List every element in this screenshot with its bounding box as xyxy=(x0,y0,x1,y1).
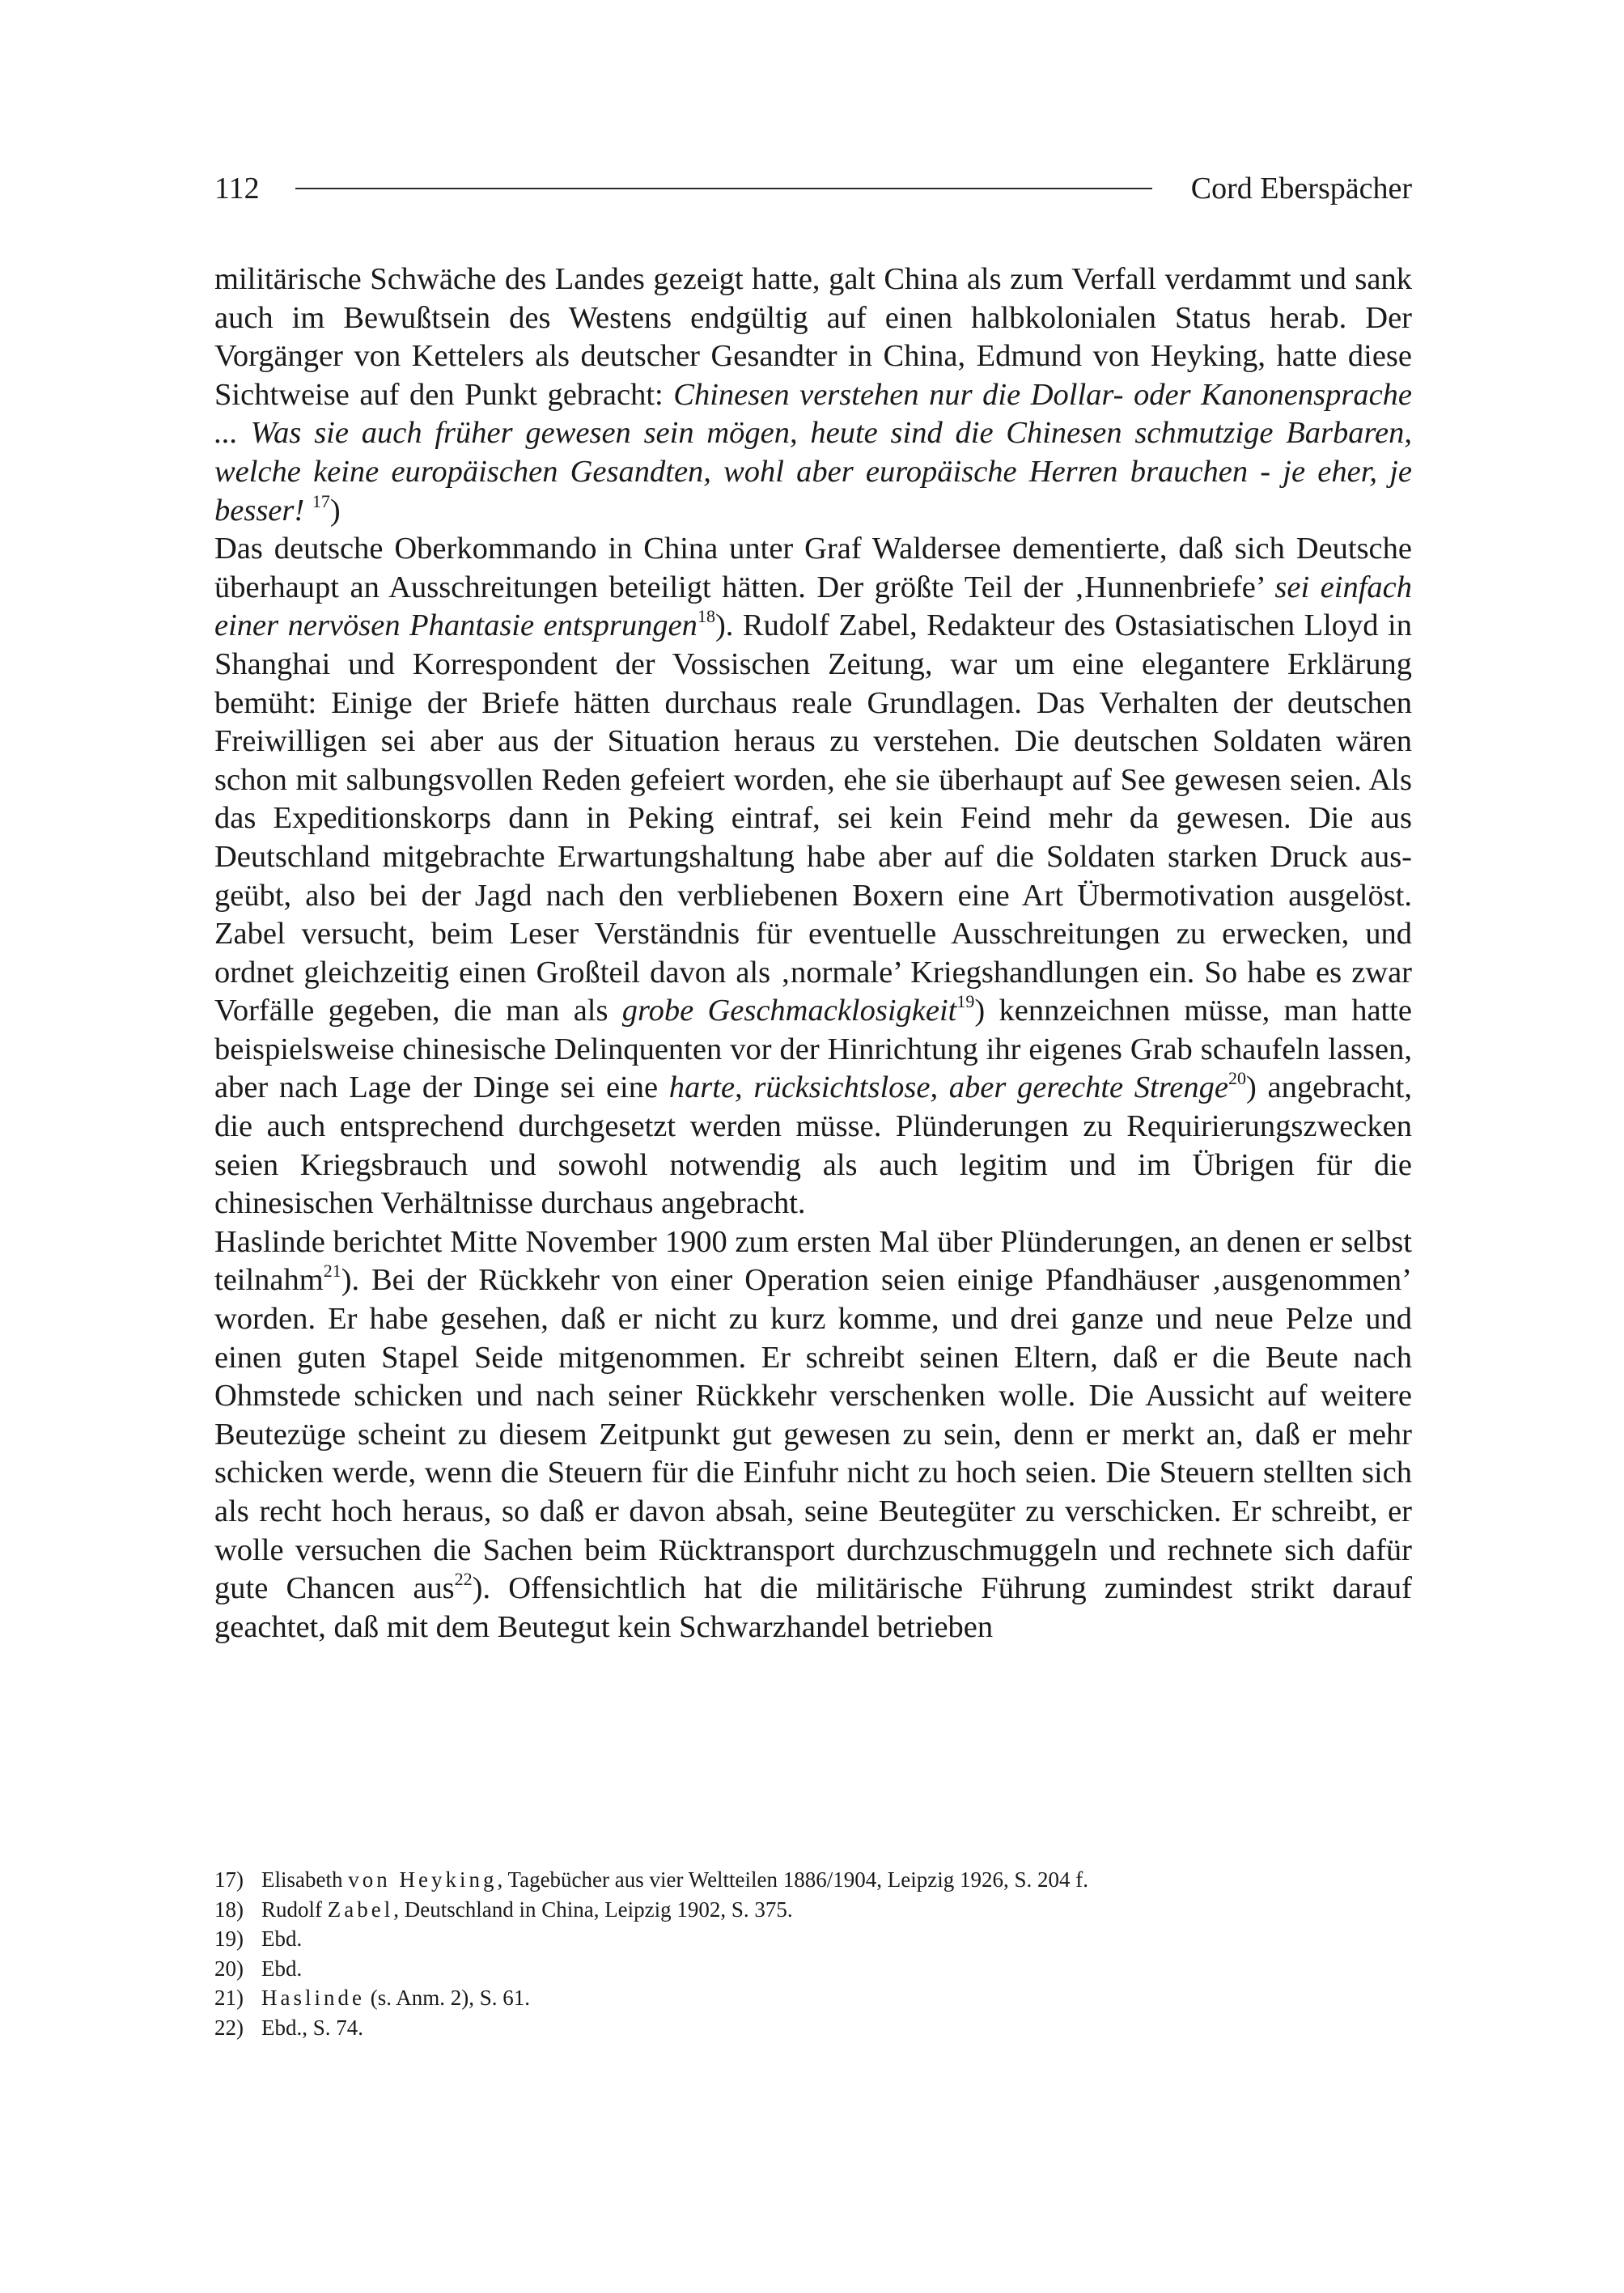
paragraph-1 xyxy=(214,261,1412,530)
paragraph-3-text-3: ). Offensichtlich hat die militärische Führung zumindest strikt darauf geachtet, daß mit dem Beutegut kein Schwarzhandel betrieben xyxy=(214,1571,1412,1644)
footnote-author-name: von Heyking xyxy=(348,1867,498,1892)
footnote-number: 17) xyxy=(214,1867,244,1892)
running-head xyxy=(214,166,1412,211)
running-head-author: Cord Eberspächer xyxy=(1190,172,1412,206)
paragraph-1-text-1: militärische Schwäche des Landes gezeigt hatte, galt China als zum Verfall verdammt und sank auch im Bewußtsein des Westens endgültig auf einen halbkolonialen Status herab. Der Vorgänger von Kettelers als deutscher Gesandter in China, Edmund von Heyking, hatte diese Sichtweise auf den Punkt gebracht: xyxy=(214,262,1412,412)
footnote-text-post: , Tagebücher aus vier Weltteilen 1886/1904, Leipzig 1926, S. 204 f. xyxy=(497,1867,1088,1892)
footnote-text: Ebd., S. 74. xyxy=(261,2015,364,2040)
footnote-ref-21: 21 xyxy=(323,1261,341,1282)
footnote-text xyxy=(261,1865,1088,1895)
header-rule xyxy=(295,188,1152,189)
footnote-text-post: (s. Anm. 2), S. 61. xyxy=(364,1986,531,2010)
footnote-ref-20: 20 xyxy=(1228,1068,1246,1089)
quote-strenge: harte, rücksichtslose, aber gerechte Strenge xyxy=(668,1070,1228,1105)
footnote-text: Ebd. xyxy=(261,1926,303,1951)
footnote-text xyxy=(261,1895,793,1925)
footnote-text xyxy=(261,1983,530,2013)
paragraph-1-text-2: ) xyxy=(329,493,341,528)
footnote-ref-22: 22 xyxy=(454,1569,473,1590)
footnote-20 xyxy=(214,1954,1412,1984)
page-number: 112 xyxy=(214,172,260,206)
footnote-number: 18) xyxy=(214,1897,244,1922)
footnote-18 xyxy=(214,1895,1412,1925)
footnote-text-pre: Elisabeth xyxy=(261,1867,349,1892)
footnote-number: 21) xyxy=(214,1986,244,2010)
footnotes xyxy=(214,1865,1412,2042)
footnote-text-post: , Deutschland in China, Leipzig 1902, S. 375. xyxy=(393,1897,793,1922)
quote-nervoese-phantasie: sei einfach einer nervösen Phantasie entsprungen xyxy=(214,570,1412,643)
paragraph-2-text-3: ) kennzeichnen müsse, man hatte beispielsweise chinesische Delinquenten vor der Hinrichtung ihr eigenes Grab schaufeln lassen, aber nach Lage der Dinge sei eine xyxy=(214,994,1413,1105)
footnote-17 xyxy=(214,1865,1412,1895)
footnote-ref-19: 19 xyxy=(956,991,975,1012)
paragraph-3-text-1: Haslinde berichtet Mitte November 1900 zum ersten Mal über Plünderungen, an denen er selbst teilnahm xyxy=(214,1224,1412,1298)
paragraph-2-text-2: ). Rudolf Zabel, Redakteur des Ostasiatischen Lloyd in Shanghai und Korrespondent der Vossischen Zeitung, war um eine elegantere Erklärung bemüht: Einige der Briefe hätten durchaus reale Grundlagen. Das Verhalten der deutschen Freiwilligen sei aber aus der Situation heraus zu verstehen. Die deutschen Soldaten wären schon mit salbungsvollen Reden gefeiert worden, ehe sie überhaupt auf See gewesen seien. Als das Expeditionskorps dann in Peking eintraf, sei kein Feind mehr da gewesen. Die aus Deutschland mitgebrachte Erwartungshaltung habe aber auf die Soldaten starken Druck ausgeübt, also bei der Jagd nach den verbliebenen Boxern eine Art Übermotivation ausgelöst. Zabel versucht, beim Leser Verständnis für eventuelle Ausschreitungen zu erwecken, und ordnet gleichzeitig einen Großteil davon als ‚normale’ Kriegshandlungen ein. So habe es zwar Vorfälle gegeben, die man als xyxy=(214,608,1412,1028)
footnote-number: 19) xyxy=(214,1926,244,1951)
footnote-text: Ebd. xyxy=(261,1956,303,1981)
footnote-author-name: Zabel xyxy=(327,1897,394,1922)
paragraph-3-text-2: ). Bei der Rückkehr von einer Operation seien einige Pfandhäuser ‚ausgenommen’ worden. Er habe gesehen, daß er nicht zu kurz komme, und drei ganze und neue Pelze und einen guten Stapel Seide mitgenommen. Er schreibt seinen Eltern, daß er die Beute nach Ohmstede schicken und nach seiner Rückkehr verschenken wolle. Die Aussicht auf weitere Beutezüge scheint zu diesem Zeitpunkt gut gewesen zu sein, denn er merkt an, daß er mehr schicken werde, wenn die Steuern für die Einfuhr nicht zu hoch seien. Die Steuern stellten sich als recht hoch heraus, so daß er davon absah, seine Beutegüter zu verschicken. Er schreibt, er wolle versuchen die Sachen beim Rücktransport durchzuschmuggeln und rechnete sich dafür gute Chancen aus xyxy=(214,1263,1412,1606)
paragraph-2-text-1: Das deutsche Oberkommando in China unter Graf Waldersee dementierte, daß sich Deutsche überhaupt an Ausschreitungen beteiligt hätten. Der größte Teil der ‚Hunnenbriefe’ xyxy=(214,532,1412,604)
footnote-author-name: Haslinde xyxy=(261,1986,365,2010)
paragraph-2 xyxy=(214,530,1412,1223)
footnote-ref-18: 18 xyxy=(697,606,715,627)
footnote-ref-17: 17 xyxy=(312,490,330,511)
quote-geschmacklosigkeit: grobe Geschmacklosigkeit xyxy=(621,994,957,1028)
footnote-19 xyxy=(214,1924,1412,1954)
page xyxy=(214,0,1412,2293)
footnote-number: 22) xyxy=(214,2015,244,2040)
footnote-text-pre: Rudolf xyxy=(261,1897,328,1922)
paragraph-3 xyxy=(214,1223,1412,1647)
footnote-22 xyxy=(214,2013,1412,2043)
paragraph-2-text-4: ) angebracht, die auch entsprechend durchgesetzt werden müsse. Plünderungen zu Requirierungszwecken seien Kriegsbrauch und sowohl notwendig als auch legitim und im Übrigen für die chinesischen Verhältnisse durchaus angebracht. xyxy=(214,1070,1412,1221)
footnote-21 xyxy=(214,1983,1412,2013)
quote-heyking: Chinesen verstehen nur die Dollar- oder Kanonensprache ... Was sie auch früher gewesen sein mögen, heute sind die Chinesen schmutzige Barbaren, welche keine europäischen Gesandten, wohl aber europäische Herren brauchen - je eher, je besser! xyxy=(214,377,1413,528)
main-text xyxy=(214,261,1412,1647)
footnote-number: 20) xyxy=(214,1956,244,1981)
